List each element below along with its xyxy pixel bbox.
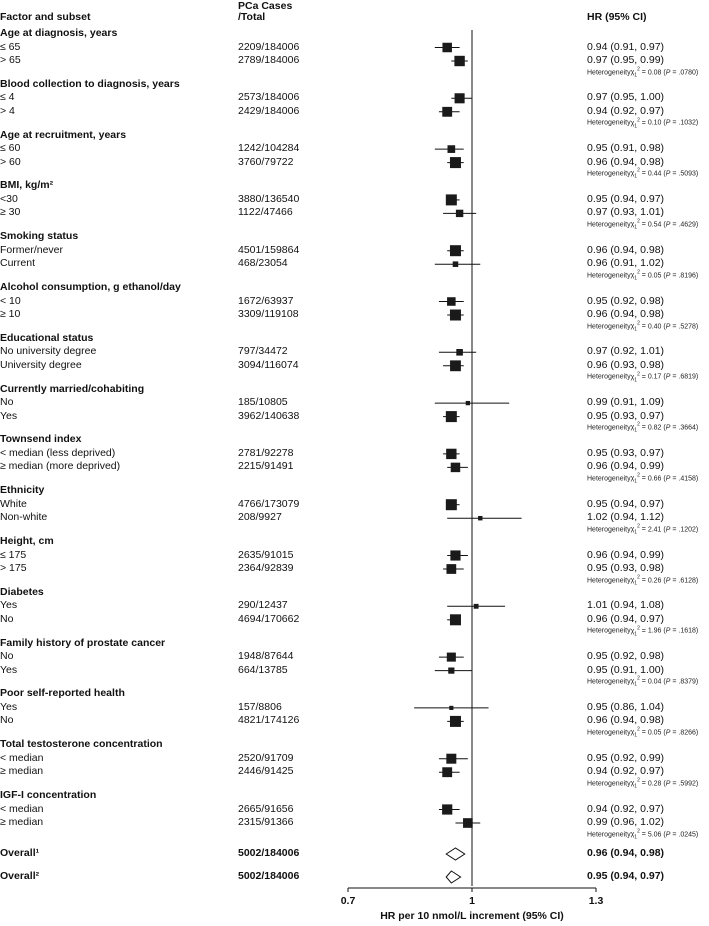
heterogeneity-value: 0.26 bbox=[647, 576, 662, 584]
subset-label: > 4 bbox=[0, 104, 15, 117]
cases-value: 2781/92278 bbox=[238, 446, 294, 459]
subset-label: ≥ median (more deprived) bbox=[0, 460, 121, 473]
heterogeneity-p-value: (P = .5992) bbox=[661, 780, 699, 788]
group-title: Alcohol consumption, g ethanol/day bbox=[0, 281, 181, 293]
heterogeneity-prefix: Heterogeneity bbox=[587, 780, 631, 788]
forest-point-square bbox=[450, 310, 461, 321]
cases-value: 3309/119108 bbox=[238, 308, 299, 320]
heterogeneity-value: 0.05 bbox=[647, 729, 662, 737]
subset-label: No bbox=[0, 714, 14, 727]
overall-diamond bbox=[446, 848, 465, 860]
cases-value: 4766/173079 bbox=[238, 497, 300, 510]
hr-value: 0.95 (0.92, 0.99) bbox=[587, 751, 665, 764]
heterogeneity-prefix: Heterogeneity bbox=[587, 576, 631, 584]
overall-cases: 5002/184006 bbox=[238, 870, 300, 882]
cases-value: 4694/170662 bbox=[238, 612, 300, 625]
cases-value: 2635/91015 bbox=[238, 548, 294, 561]
subset-label: No bbox=[0, 396, 14, 409]
subset-label: > 175 bbox=[0, 562, 27, 574]
cases-value: 290/12437 bbox=[238, 599, 288, 612]
heterogeneity-p-value: (P = .4629) bbox=[661, 221, 699, 229]
forest-point-square bbox=[442, 107, 452, 117]
x-tick-label: 1.3 bbox=[588, 895, 604, 907]
group-title: Townsend index bbox=[0, 433, 82, 446]
heterogeneity-prefix: Heterogeneity bbox=[587, 627, 631, 635]
heterogeneity-prefix: Heterogeneity bbox=[587, 373, 631, 381]
forest-point-square bbox=[474, 604, 479, 609]
cases-value: 157/8806 bbox=[238, 700, 282, 713]
chi-square-symbol: $\chi_1^2$ = bbox=[630, 726, 648, 739]
forest-point-square bbox=[449, 706, 453, 710]
overall-label: Overall¹ bbox=[0, 847, 40, 859]
heterogeneity-value: 0.66 bbox=[647, 475, 662, 483]
subset-label: < median bbox=[0, 802, 44, 815]
cases-value: 797/34472 bbox=[238, 345, 288, 358]
heterogeneity-p-value: (P = .1202) bbox=[661, 526, 699, 534]
hr-value: 0.95 (0.94, 0.97) bbox=[587, 192, 665, 205]
forest-point-square bbox=[442, 767, 452, 777]
heterogeneity-prefix: Heterogeneity bbox=[587, 526, 631, 534]
hr-value: 0.96 (0.91, 1.02) bbox=[587, 257, 665, 270]
cases-value: 2215/91491 bbox=[238, 460, 294, 473]
cases-value: 2364/92839 bbox=[238, 562, 294, 574]
heterogeneity-p-value: (P = .0245) bbox=[661, 830, 699, 838]
cases-value: 1122/47466 bbox=[238, 206, 293, 219]
subset-label: Non-white bbox=[0, 511, 48, 524]
forest-point-square bbox=[442, 804, 452, 814]
subset-label: ≥ 30 bbox=[0, 206, 21, 219]
forest-point-square bbox=[446, 411, 457, 422]
forest-point-square bbox=[451, 463, 461, 473]
forest-point-square bbox=[448, 668, 454, 674]
overall-label: Overall² bbox=[0, 870, 40, 882]
hr-value: 0.97 (0.93, 1.01) bbox=[587, 206, 665, 219]
chi-square-symbol: $\chi_1^2$ = bbox=[630, 472, 648, 485]
hr-value: 0.95 (0.93, 0.97) bbox=[587, 409, 665, 422]
subset-label: Current bbox=[0, 257, 36, 270]
forest-point-square bbox=[446, 194, 457, 205]
heterogeneity-value: 0.17 bbox=[647, 373, 662, 381]
subset-label: Yes bbox=[0, 599, 18, 612]
cases-value: 3760/79722 bbox=[238, 155, 294, 168]
hr-value: 0.95 (0.91, 1.00) bbox=[587, 663, 665, 676]
group-title: Poor self-reported health bbox=[0, 687, 125, 700]
forest-point-square bbox=[446, 449, 456, 459]
heterogeneity-p-value: (P = .3664) bbox=[661, 424, 699, 432]
cases-value: 3880/136540 bbox=[238, 192, 300, 205]
hr-value: 0.99 (0.96, 1.02) bbox=[587, 816, 665, 828]
heterogeneity-p-value: (P = .5278) bbox=[661, 322, 699, 330]
forest-point-square bbox=[463, 818, 473, 828]
cases-value: 664/13785 bbox=[238, 663, 288, 676]
header-cases-line2: /Total bbox=[238, 11, 266, 23]
forest-point-square bbox=[447, 653, 456, 662]
heterogeneity-value: 0.28 bbox=[647, 780, 662, 788]
chi-square-symbol: $\chi_1^2$ = bbox=[630, 117, 648, 130]
forest-point-square bbox=[450, 550, 460, 560]
heterogeneity-value: 0.40 bbox=[647, 322, 662, 330]
heterogeneity-p-value: (P = .8266) bbox=[661, 729, 699, 737]
heterogeneity-prefix: Heterogeneity bbox=[587, 68, 631, 76]
x-tick-label: 1 bbox=[469, 895, 475, 907]
subset-label: > 60 bbox=[0, 155, 21, 168]
hr-value: 0.96 (0.94, 0.97) bbox=[587, 612, 665, 625]
cases-value: 4821/174126 bbox=[238, 714, 300, 727]
forest-point-square bbox=[446, 754, 456, 764]
chi-square-symbol: $\chi_1^2$ = bbox=[630, 676, 648, 688]
heterogeneity-prefix: Heterogeneity bbox=[587, 170, 631, 178]
chi-square-symbol: $\chi_1^2$ = bbox=[630, 320, 648, 333]
forest-point-square bbox=[450, 157, 461, 168]
chi-square-symbol: $\chi_1^2$ = bbox=[630, 168, 648, 180]
heterogeneity-value: 0.08 bbox=[647, 68, 662, 76]
forest-point-square bbox=[450, 716, 461, 727]
heterogeneity-p-value: (P = .8196) bbox=[661, 272, 699, 280]
subset-label: ≥ median bbox=[0, 816, 44, 828]
hr-value: 0.99 (0.91, 1.09) bbox=[587, 396, 665, 409]
forest-point-square bbox=[447, 145, 455, 153]
cases-value: 2446/91425 bbox=[238, 765, 294, 778]
chi-square-symbol: $\chi_1^2$ = bbox=[630, 625, 648, 638]
heterogeneity-value: 5.06 bbox=[647, 830, 662, 838]
group-title: IGF-I concentration bbox=[0, 789, 97, 801]
hr-value: 0.94 (0.92, 0.97) bbox=[587, 802, 665, 815]
hr-value: 0.97 (0.95, 1.00) bbox=[587, 91, 665, 104]
hr-value: 0.96 (0.94, 0.99) bbox=[587, 460, 665, 473]
hr-value: 0.97 (0.95, 0.99) bbox=[587, 54, 665, 66]
group-title: Currently married/cohabiting bbox=[0, 382, 145, 395]
chi-square-symbol: $\chi_1^2$ = bbox=[630, 828, 648, 841]
hr-value: 0.95 (0.92, 0.98) bbox=[587, 650, 665, 663]
subset-label: University degree bbox=[0, 358, 82, 371]
heterogeneity-value: 0.05 bbox=[647, 272, 662, 280]
cases-value: 2209/184006 bbox=[238, 40, 300, 53]
overall-cases: 5002/184006 bbox=[238, 847, 300, 859]
heterogeneity-prefix: Heterogeneity bbox=[587, 475, 631, 483]
subset-label: No bbox=[0, 612, 14, 625]
forest-point-square bbox=[450, 614, 461, 625]
hr-value: 1.02 (0.94, 1.12) bbox=[587, 511, 665, 524]
subset-label: ≥ 10 bbox=[0, 308, 21, 320]
chi-square-symbol: $\chi_1^2$ = bbox=[630, 66, 648, 79]
heterogeneity-value: 2.41 bbox=[647, 526, 662, 534]
chi-square-symbol: $\chi_1^2$ = bbox=[630, 218, 648, 231]
forest-point-square bbox=[466, 401, 470, 405]
subset-label: ≤ 60 bbox=[0, 142, 21, 155]
forest-point-square bbox=[454, 56, 464, 66]
hr-value: 0.95 (0.93, 0.98) bbox=[587, 562, 665, 574]
subset-label: ≤ 175 bbox=[0, 548, 27, 561]
subset-label: < median bbox=[0, 751, 44, 764]
cases-value: 3094/116074 bbox=[238, 358, 299, 371]
cases-value: 1948/87644 bbox=[238, 650, 294, 663]
chi-square-symbol: $\chi_1^2$ = bbox=[630, 523, 648, 536]
group-title: Family history of prostate cancer bbox=[0, 636, 166, 649]
subset-label: Yes bbox=[0, 700, 18, 713]
overall-hr: 0.96 (0.94, 0.98) bbox=[587, 847, 665, 859]
heterogeneity-prefix: Heterogeneity bbox=[587, 678, 631, 686]
hr-value: 0.96 (0.93, 0.98) bbox=[587, 358, 665, 371]
forest-point-square bbox=[478, 516, 482, 520]
group-title: Smoking status bbox=[0, 230, 79, 243]
subset-label: Yes bbox=[0, 409, 18, 422]
group-title: Age at diagnosis, years bbox=[0, 27, 118, 39]
subset-label: < 10 bbox=[0, 294, 21, 307]
forest-point-square bbox=[453, 261, 459, 267]
forest-point-square bbox=[456, 349, 463, 356]
chi-square-symbol: $\chi_1^2$ = bbox=[630, 422, 648, 434]
forest-point-square bbox=[455, 93, 465, 103]
group-title: BMI, kg/m² bbox=[0, 179, 54, 192]
cases-value: 208/9927 bbox=[238, 511, 282, 524]
heterogeneity-prefix: Heterogeneity bbox=[587, 830, 631, 838]
subset-label: Yes bbox=[0, 663, 18, 676]
hr-value: 0.94 (0.91, 0.97) bbox=[587, 40, 665, 53]
heterogeneity-prefix: Heterogeneity bbox=[587, 221, 631, 229]
group-title: Height, cm bbox=[0, 535, 54, 547]
heterogeneity-p-value: (P = .6819) bbox=[661, 373, 699, 381]
heterogeneity-value: 0.44 bbox=[647, 170, 662, 178]
cases-value: 1242/104284 bbox=[238, 142, 300, 155]
heterogeneity-prefix: Heterogeneity bbox=[587, 424, 631, 432]
cases-value: 2789/184006 bbox=[238, 54, 300, 66]
subset-label: No bbox=[0, 650, 14, 663]
cases-value: 1672/63937 bbox=[238, 294, 294, 307]
forest-point-square bbox=[447, 297, 456, 306]
heterogeneity-prefix: Heterogeneity bbox=[587, 272, 631, 280]
chi-square-symbol: $\chi_1^2$ = bbox=[630, 269, 648, 282]
cases-value: 3962/140638 bbox=[238, 409, 300, 422]
hr-value: 0.95 (0.86, 1.04) bbox=[587, 700, 665, 713]
heterogeneity-prefix: Heterogeneity bbox=[587, 119, 631, 127]
chi-square-symbol: $\chi_1^2$ = bbox=[630, 574, 648, 587]
forest-point-square bbox=[442, 43, 451, 52]
heterogeneity-p-value: (P = .8379) bbox=[661, 678, 699, 686]
heterogeneity-prefix: Heterogeneity bbox=[587, 322, 631, 330]
subset-label: ≤ 4 bbox=[0, 91, 15, 104]
cases-value: 4501/159864 bbox=[238, 243, 300, 256]
hr-value: 0.94 (0.92, 0.97) bbox=[587, 765, 665, 778]
chi-square-symbol: $\chi_1^2$ = bbox=[630, 371, 648, 384]
group-title: Diabetes bbox=[0, 585, 44, 598]
heterogeneity-p-value: (P = .0780) bbox=[661, 68, 699, 76]
header-cases-line1: PCa Cases bbox=[238, 0, 293, 12]
subset-label: > 65 bbox=[0, 54, 21, 66]
heterogeneity-p-value: (P = .1618) bbox=[661, 627, 699, 635]
subset-label: ≥ median bbox=[0, 765, 44, 778]
heterogeneity-value: 0.04 bbox=[647, 678, 662, 686]
heterogeneity-p-value: (P = .4158) bbox=[661, 475, 699, 483]
subset-label: White bbox=[0, 497, 27, 510]
group-title: Total testosterone concentration bbox=[0, 738, 163, 751]
hr-value: 0.95 (0.94, 0.97) bbox=[587, 497, 665, 510]
x-axis-label: HR per 10 nmol/L increment (95% CI) bbox=[380, 910, 564, 922]
subset-label: ≤ 65 bbox=[0, 40, 21, 53]
group-title: Ethnicity bbox=[0, 484, 45, 497]
cases-value: 2573/184006 bbox=[238, 91, 300, 104]
header-hr: HR (95% CI) bbox=[587, 11, 647, 23]
forest-point-square bbox=[456, 210, 463, 217]
hr-value: 0.95 (0.92, 0.98) bbox=[587, 294, 665, 307]
heterogeneity-value: 0.54 bbox=[647, 221, 662, 229]
heterogeneity-value: 0.10 bbox=[647, 119, 662, 127]
chi-square-symbol: $\chi_1^2$ = bbox=[630, 777, 648, 790]
cases-value: 2520/91709 bbox=[238, 751, 294, 764]
cases-value: 468/23054 bbox=[238, 257, 288, 270]
hr-value: 0.96 (0.94, 0.99) bbox=[587, 548, 665, 561]
hr-value: 0.96 (0.94, 0.98) bbox=[587, 155, 665, 168]
forest-point-square bbox=[446, 564, 456, 574]
subset-label: < median (less deprived) bbox=[0, 446, 116, 459]
group-title: Educational status bbox=[0, 331, 94, 344]
hr-value: 0.97 (0.92, 1.01) bbox=[587, 345, 665, 358]
overall-hr: 0.95 (0.94, 0.97) bbox=[587, 870, 665, 882]
overall-diamond bbox=[446, 871, 460, 883]
cases-value: 2665/91656 bbox=[238, 802, 294, 815]
heterogeneity-value: 0.82 bbox=[647, 424, 662, 432]
hr-value: 1.01 (0.94, 1.08) bbox=[587, 599, 665, 612]
hr-value: 0.96 (0.94, 0.98) bbox=[587, 714, 665, 727]
heterogeneity-p-value: (P = .1032) bbox=[661, 119, 699, 127]
subset-label: No university degree bbox=[0, 345, 97, 358]
heterogeneity-prefix: Heterogeneity bbox=[587, 729, 631, 737]
forest-point-square bbox=[446, 499, 457, 510]
forest-point-square bbox=[450, 245, 461, 256]
heterogeneity-value: 1.96 bbox=[647, 627, 662, 635]
hr-value: 0.94 (0.92, 0.97) bbox=[587, 104, 665, 117]
cases-value: 2315/91366 bbox=[238, 816, 294, 828]
heterogeneity-p-value: (P = .5093) bbox=[661, 170, 699, 178]
group-title: Age at recruitment, years bbox=[0, 128, 127, 141]
header-factor: Factor and subset bbox=[0, 11, 91, 23]
x-tick-label: 0.7 bbox=[340, 895, 356, 907]
hr-value: 0.96 (0.94, 0.98) bbox=[587, 243, 665, 256]
heterogeneity-p-value: (P = .6128) bbox=[661, 576, 699, 584]
cases-value: 185/10805 bbox=[238, 396, 288, 409]
cases-value: 2429/184006 bbox=[238, 104, 300, 117]
hr-value: 0.95 (0.91, 0.98) bbox=[587, 142, 665, 155]
forest-point-square bbox=[450, 360, 461, 371]
subset-label: <30 bbox=[0, 192, 18, 205]
group-title: Blood collection to diagnosis, years bbox=[0, 77, 180, 90]
hr-value: 0.95 (0.93, 0.97) bbox=[587, 446, 665, 459]
hr-value: 0.96 (0.94, 0.98) bbox=[587, 308, 665, 320]
subset-label: Former/never bbox=[0, 243, 64, 256]
